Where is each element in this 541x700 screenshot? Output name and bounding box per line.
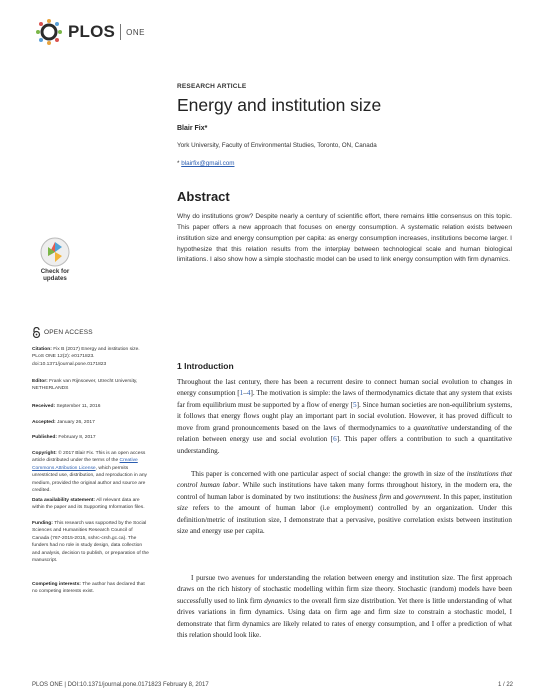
abstract-heading: Abstract <box>177 189 230 204</box>
check-for-updates-badge[interactable] <box>36 235 74 287</box>
introduction-heading: 1 Introduction <box>177 361 234 371</box>
citation-block <box>32 346 150 368</box>
data-availability-text: All relevant data are within the paper and its Supporting Information files. <box>32 498 145 511</box>
emphasis: dynamics <box>264 596 292 605</box>
citation-text: Fix B (2017) Energy and institution size. PLoS ONE 12(2): e0171823. doi:10.1371/journal.pone.0171823 <box>32 347 140 367</box>
journal-logo <box>34 18 145 46</box>
open-access-label <box>32 327 93 338</box>
emphasis: institutions that control human labor <box>177 470 512 490</box>
text-run: . While such institutions have taken many forms throughout history, in the modern era, the control of human labor is dominated by two institutions: the <box>177 481 512 501</box>
check-for-updates-icon <box>40 237 70 267</box>
abstract-text: Why do institutions grow? Despite nearly a century of scientific effort, there remains little consensus on this topic. This paper offers a new approach that focuses on energy consumption. A systematic relation exists between institution size and energy consumption per capita: as energy consumption increases, institutions become larger. I hypothesize that this relation results from the interplay between technological scale and human biological limitations. I also show how a simple stochastic model can be used to link energy consumption with firm dynamics. <box>177 213 512 264</box>
editor-label: Editor: <box>32 379 48 384</box>
received-label: Received: <box>32 404 56 409</box>
author-affiliation: York University, Faculty of Environmental Studies, Toronto, ON, Canada <box>177 142 377 149</box>
intro-paragraph-1 <box>177 377 512 457</box>
text-run: ]. This paper offers a contribution to such a quantitative understanding. <box>177 435 512 455</box>
intro-paragraph-3 <box>177 573 512 642</box>
competing-interests-label: Competing interests: <box>32 582 81 587</box>
accepted-label: Accepted: <box>32 420 56 425</box>
emphasis: size <box>177 504 188 513</box>
intro-paragraph-2 <box>177 469 512 538</box>
text-run: – <box>243 389 247 398</box>
email-marker: * <box>177 160 182 167</box>
published-label: Published: <box>32 435 57 440</box>
text-run: understanding of the relation between energy use and social evolution [ <box>177 423 512 444</box>
reference-link[interactable]: 4 <box>246 389 251 398</box>
accepted-date: January 26, 2017 <box>57 420 95 425</box>
cfu-line-1: Check for <box>40 268 70 275</box>
published-date: February 8, 2017 <box>58 435 96 440</box>
editor-text: Frank van Rijnsoever, Utrecht University, NETHERLANDS <box>32 379 138 392</box>
page-footer <box>32 682 513 688</box>
journal-name: PLOS <box>68 22 116 41</box>
competing-interests-text: The author has declared that no competing interests exist. <box>32 582 145 595</box>
published-block <box>32 434 150 441</box>
author-name: Blair Fix* <box>177 125 208 132</box>
text-run: ]. The motivation is simple: the laws of thermodynamics dictate that any system that exists far from equilibrium must be supported by a flow of energy [ <box>177 389 513 409</box>
data-availability-block <box>32 497 150 512</box>
page-number: 1 / 22 <box>497 682 513 688</box>
text-run: Throughout the last century, there has been a recurrent desire to connect human social evolution to changes in energy consumption [ <box>177 378 512 398</box>
open-lock-icon <box>32 327 41 338</box>
competing-interests-block <box>32 581 150 596</box>
copyright-label: Copyright: <box>32 451 57 456</box>
check-for-updates-label <box>36 268 74 283</box>
footer-citation: PLOS ONE | DOI:10.1371/journal.pone.0171823 February 8, 2017 <box>32 682 209 688</box>
cfu-line-2: updates <box>43 275 67 283</box>
text-run: This paper is concerned with one particular aspect of social change: the growth in size of the <box>191 470 467 478</box>
reference-link[interactable]: 6 <box>333 435 337 444</box>
article-title: Energy and institution size <box>177 95 382 115</box>
article-type: RESEARCH ARTICLE <box>177 83 247 90</box>
copyright-block <box>32 450 150 495</box>
text-run: ]. Since human societies are non-equilibrium systems, it follows that energy flows ought play an important part in social evolution. However, it has proved difficult to move from grand pronouncements based on the laws of thermodynamics to a <box>177 400 513 432</box>
author-email-line <box>177 160 234 167</box>
journal-subname: ONE <box>126 27 145 37</box>
text-run: I pursue two avenues for understanding the relation between energy and institution size. The first approach draws on the rich history of stochastic modelling within firm size theory. Stochastic (random) models have been successfully used to link firm <box>177 574 512 605</box>
accepted-block <box>32 419 150 426</box>
copyright-text-1: © 2017 Blair Fix. This is an open access article distributed under the terms of the <box>32 451 146 464</box>
text-run: to the overall firm size distribution. Yet there is little understanding of what drives variations in firm dynamics. Using data on firm age and firm size to constrain a stochastic model, I demonstrate that firm dynamics are likely related to rates of energy consumption, and I offer a prediction of what this relation should look like. <box>177 596 512 640</box>
emphasis: government <box>405 492 440 501</box>
funding-label: Funding: <box>32 521 53 526</box>
reference-link[interactable]: 5 <box>352 400 357 409</box>
text-run: . In this paper, institution <box>439 492 512 501</box>
logo-divider <box>120 24 121 40</box>
text-run: refers to the amount of human labor (i.e employment) controlled by an organization. Under this definition/metric of institution size, I demonstrate that a pervasive, positive correlation exists between institution size and energy use per capita. <box>177 504 512 536</box>
license-link[interactable]: Creative Commons Attribution License <box>32 458 138 471</box>
copyright-text-2: , which permits unrestricted use, distribution, and reproduction in any medium, provided the original author and source are credited. <box>32 465 147 494</box>
open-access-text: OPEN ACCESS <box>44 329 93 336</box>
editor-block <box>32 378 150 393</box>
author-email-link[interactable]: blairfix@gmail.com <box>181 160 235 167</box>
funding-text: This research was supported by the Social Sciences and Humanities Research Council of Canada (767-2015-2015, sshrc-crsh.gc.ca). The funders had no role in study design, data collection and analysis, decision to publish, or preparation of the manuscript. <box>32 521 149 564</box>
received-block <box>32 403 150 410</box>
citation-label: Citation: <box>32 347 52 352</box>
emphasis: business firm <box>352 492 392 501</box>
funding-block <box>32 520 150 565</box>
received-date: September 11, 2016 <box>56 404 101 409</box>
emphasis: quantitative <box>413 423 448 432</box>
text-run: and <box>391 492 406 501</box>
plos-logo-icon <box>34 17 64 47</box>
reference-link[interactable]: 1 <box>239 389 244 398</box>
data-availability-label: Data availability statement: <box>32 498 96 503</box>
